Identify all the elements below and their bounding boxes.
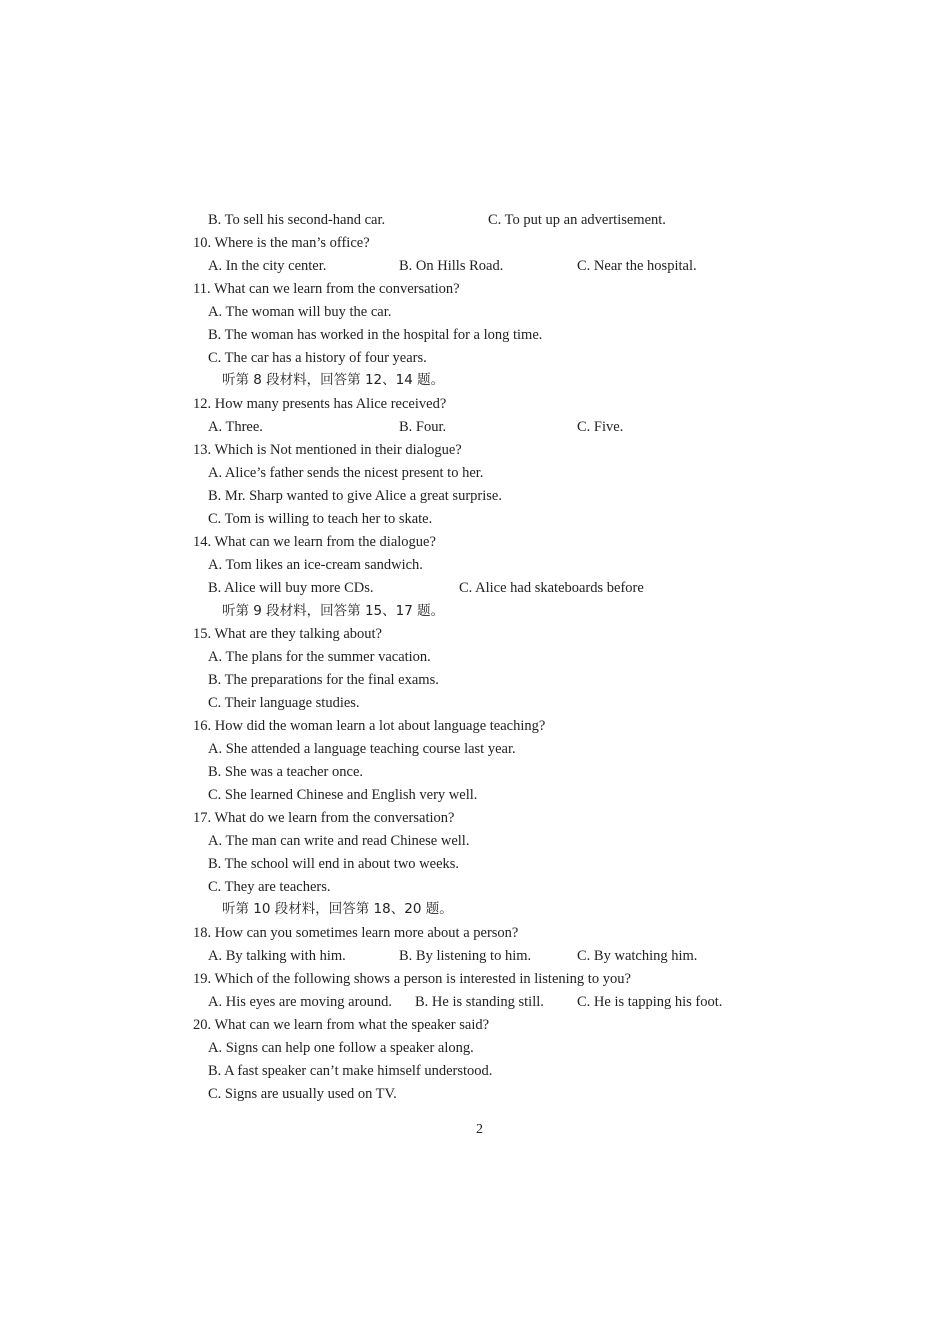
question-20: 20. What can we learn from what the speaker said? — [193, 1017, 490, 1033]
question-18: 18. How can you sometimes learn more about a person? — [193, 925, 519, 941]
option-c: C. By watching him. — [577, 948, 698, 964]
option-c: C. Five. — [577, 419, 624, 435]
question-16: 16. How did the woman learn a lot about language teaching? — [193, 718, 546, 734]
question-19: 19. Which of the following shows a person is interested in listening to you? — [193, 971, 631, 987]
question-12: 12. How many presents has Alice received? — [193, 396, 447, 412]
option-b: B. She was a teacher once. — [208, 764, 364, 780]
option-b: B. Four. — [399, 419, 447, 435]
option-a: A. Signs can help one follow a speaker along. — [208, 1040, 474, 1056]
question-11: 11. What can we learn from the conversation? — [193, 281, 460, 297]
option-b: B. The woman has worked in the hospital for a long time. — [208, 327, 543, 343]
option-a: A. She attended a language teaching course last year. — [208, 741, 516, 757]
option-a: A. Tom likes an ice-cream sandwich. — [208, 557, 423, 573]
question-13: 13. Which is Not mentioned in their dialogue? — [193, 442, 462, 458]
option-c: C. They are teachers. — [208, 879, 331, 895]
option-c: C. Near the hospital. — [577, 258, 697, 274]
option-c: C. She learned Chinese and English very well. — [208, 787, 478, 803]
option-b: B. The school will end in about two weeks. — [208, 856, 460, 872]
option-c: C. The car has a history of four years. — [208, 350, 427, 366]
option-a: A. Three. — [208, 419, 263, 435]
question-10: 10. Where is the man’s office? — [193, 235, 370, 251]
option-a: A. Alice’s father sends the nicest present to her. — [208, 465, 484, 481]
option-c: C. To put up an advertisement. — [488, 212, 666, 228]
question-14: 14. What can we learn from the dialogue? — [193, 534, 436, 550]
option-c: C. Alice had skateboards before — [459, 580, 644, 596]
option-b: B. Alice will buy more CDs. — [208, 580, 374, 596]
option-row — [208, 211, 385, 229]
option-a: A. The woman will buy the car. — [208, 304, 392, 320]
option-a: A. In the city center. — [208, 258, 327, 274]
section-instruction: 听第 9 段材料，回答第 15、17 题。 — [222, 603, 445, 619]
option-c: C. Signs are usually used on TV. — [208, 1086, 397, 1102]
option-b: B. He is standing still. — [415, 994, 544, 1010]
option-c: C. Tom is willing to teach her to skate. — [208, 511, 433, 527]
option-a: A. The man can write and read Chinese well. — [208, 833, 470, 849]
option-b: B. By listening to him. — [399, 948, 532, 964]
question-15: 15. What are they talking about? — [193, 626, 382, 642]
question-17: 17. What do we learn from the conversation? — [193, 810, 455, 826]
option-c: C. Their language studies. — [208, 695, 360, 711]
option-a: A. The plans for the summer vacation. — [208, 649, 431, 665]
option-c: C. He is tapping his foot. — [577, 994, 723, 1010]
option-b: B. The preparations for the final exams. — [208, 672, 439, 688]
option-a: A. His eyes are moving around. — [208, 994, 393, 1010]
section-instruction: 听第 10 段材料，回答第 18、20 题。 — [222, 901, 453, 917]
option-b: B. Mr. Sharp wanted to give Alice a great surprise. — [208, 488, 502, 504]
option-b: B. On Hills Road. — [399, 258, 504, 274]
option-a: A. By talking with him. — [208, 948, 346, 964]
option-b: B. To sell his second-hand car. — [208, 212, 386, 228]
page-number: 2 — [476, 1122, 483, 1137]
option-b: B. A fast speaker can’t make himself understood. — [208, 1063, 493, 1079]
section-instruction: 听第 8 段材料，回答第 12、14 题。 — [222, 372, 445, 388]
